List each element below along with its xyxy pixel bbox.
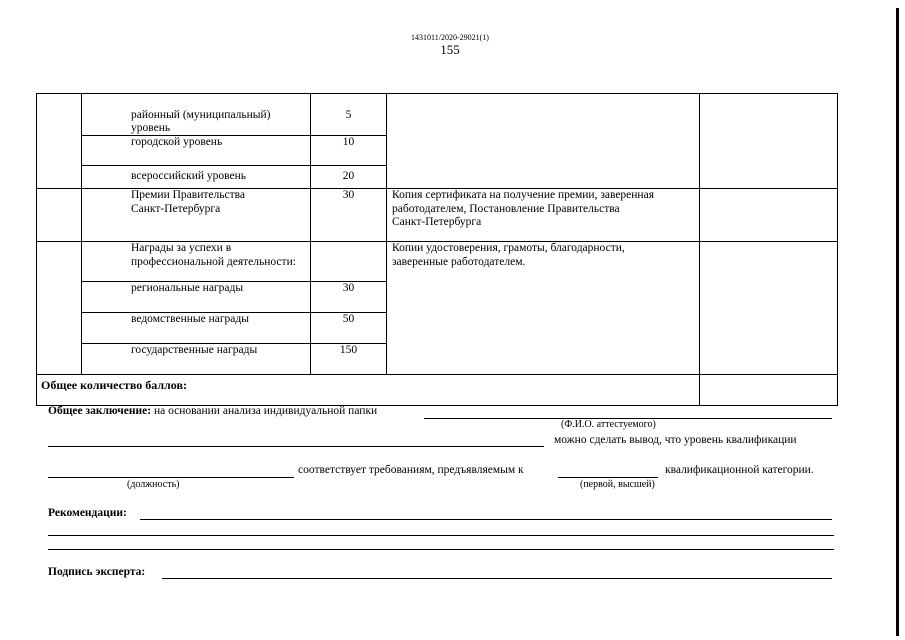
signature-field[interactable]	[162, 578, 832, 579]
points-value: 30	[342, 189, 355, 202]
category-field[interactable]	[558, 477, 658, 478]
criterion-label: Награды за успехи в	[131, 242, 232, 255]
criterion-label: Премии Правительства	[131, 189, 245, 202]
criterion-label: региональные награды	[131, 282, 244, 295]
points-value: 5	[345, 109, 352, 121]
criterion-label: районный (муниципальный) уровень	[131, 109, 271, 135]
recommendations-field[interactable]	[48, 535, 834, 536]
document-text: Копии удостоверения, грамоты, благодарности,	[392, 242, 625, 255]
document-text: Санкт-Петербурга	[392, 215, 482, 228]
points-value: 30	[342, 282, 355, 295]
table-row	[37, 189, 838, 242]
conclusion-text: квалификационной категории.	[665, 464, 814, 476]
recommendations-field[interactable]	[140, 519, 832, 520]
points-value: 150	[339, 344, 358, 357]
points-value: 50	[342, 313, 355, 326]
points-value: 10	[342, 136, 355, 149]
conclusion-text: соответствует требованиям, предъявляемым к	[298, 464, 524, 476]
criterion-label: Санкт-Петербурга	[131, 202, 221, 215]
document-text: работодателем, Постановление Правительства	[392, 202, 620, 215]
criterion-label: ведомственные награды	[131, 313, 249, 326]
signature-label: Подпись эксперта:	[48, 566, 146, 578]
points-value: 20	[342, 170, 355, 183]
criterion-label: государственные награды	[131, 344, 258, 357]
category-caption: (первой, высшей)	[580, 479, 655, 490]
criteria-table	[36, 93, 838, 406]
table-row	[37, 375, 838, 406]
position-field[interactable]	[48, 477, 294, 478]
recommendations-field[interactable]	[48, 549, 834, 550]
criterion-label: всероссийский уровень	[131, 170, 247, 183]
document-text: заверенные работодателем.	[392, 255, 526, 268]
total-label: Общее количество баллов:	[41, 378, 187, 393]
recommendations-label: Рекомендации:	[48, 507, 127, 519]
table-row	[37, 94, 838, 136]
right-edge-bar	[896, 8, 899, 636]
page-number: 155	[440, 42, 460, 57]
conclusion-text: на основании анализа индивидуальной папки	[153, 405, 378, 417]
document-id: 1431011/2020-29021(1)	[411, 33, 489, 42]
table-row	[37, 242, 838, 282]
fio-caption: (Ф.И.О. аттестуемого)	[561, 419, 656, 430]
criterion-label: профессиональной деятельности:	[131, 255, 296, 268]
conclusion-line-1	[48, 405, 377, 417]
conclusion-label: Общее заключение:	[48, 405, 152, 417]
fio-continuation-field[interactable]	[48, 446, 544, 447]
position-caption: (должность)	[127, 479, 180, 490]
criterion-label: городской уровень	[131, 136, 223, 149]
conclusion-text: можно сделать вывод, что уровень квалификации	[554, 434, 797, 446]
document-text: Копия сертификата на получение премии, заверенная	[392, 189, 654, 202]
